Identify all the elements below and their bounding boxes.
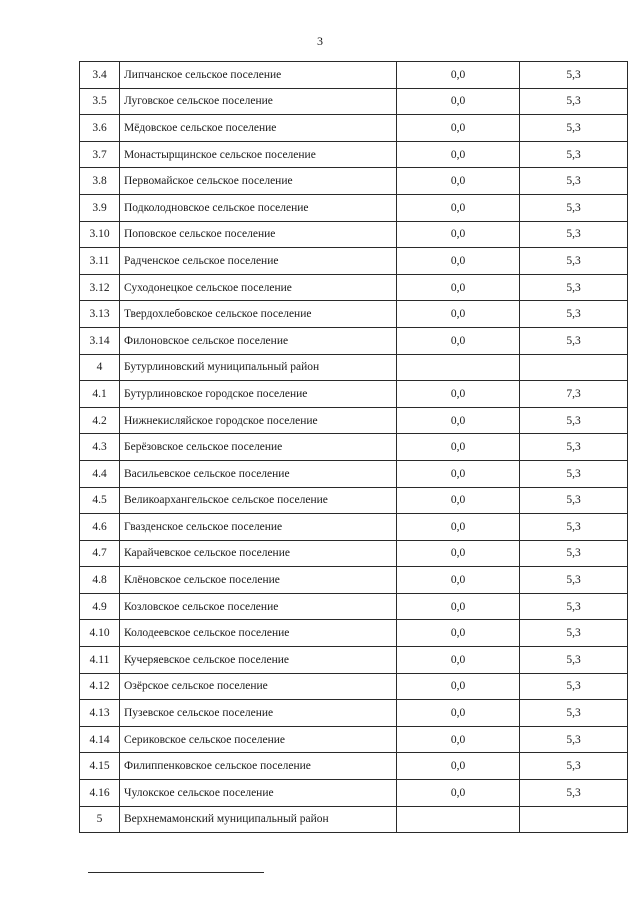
value-2-cell: 5,3: [520, 593, 628, 620]
value-1-cell: [397, 354, 520, 381]
table-row: [80, 141, 628, 168]
row-number-cell: 4.16: [80, 780, 120, 807]
row-number-cell: 4.1: [80, 381, 120, 408]
settlement-name-cell: Пузевское сельское поселение: [120, 700, 397, 727]
value-2-cell: 5,3: [520, 248, 628, 275]
value-1-cell: 0,0: [397, 567, 520, 594]
table-row: [80, 514, 628, 541]
table-row: [80, 221, 628, 248]
table-row: [80, 726, 628, 753]
row-number-cell: 4.12: [80, 673, 120, 700]
value-2-cell: 5,3: [520, 780, 628, 807]
value-2-cell: 5,3: [520, 407, 628, 434]
value-2-cell: 5,3: [520, 301, 628, 328]
value-1-cell: 0,0: [397, 274, 520, 301]
settlement-name-cell: Монастырщинское сельское поселение: [120, 141, 397, 168]
settlement-name-cell: Нижнекисляйское городское поселение: [120, 407, 397, 434]
value-1-cell: 0,0: [397, 248, 520, 275]
row-number-cell: 4.10: [80, 620, 120, 647]
settlement-name-cell: Сериковское сельское поселение: [120, 726, 397, 753]
value-2-cell: 5,3: [520, 168, 628, 195]
value-2-cell: 5,3: [520, 700, 628, 727]
row-number-cell: 3.4: [80, 62, 120, 89]
value-2-cell: 5,3: [520, 620, 628, 647]
table-row: [80, 620, 628, 647]
table-row: [80, 248, 628, 275]
table-row: [80, 194, 628, 221]
row-number-cell: 3.10: [80, 221, 120, 248]
value-1-cell: 0,0: [397, 62, 520, 89]
row-number-cell: 3.6: [80, 115, 120, 142]
settlement-name-cell: Карайчевское сельское поселение: [120, 540, 397, 567]
settlement-name-cell: Чулокское сельское поселение: [120, 780, 397, 807]
row-number-cell: 4.13: [80, 700, 120, 727]
settlement-name-cell: Верхнемамонский муниципальный район: [120, 806, 397, 833]
row-number-cell: 4.8: [80, 567, 120, 594]
table-body: [80, 62, 628, 833]
row-number-cell: 3.9: [80, 194, 120, 221]
row-number-cell: 4.6: [80, 514, 120, 541]
row-number-cell: 3.13: [80, 301, 120, 328]
value-1-cell: 0,0: [397, 753, 520, 780]
value-1-cell: 0,0: [397, 620, 520, 647]
settlements-table: [79, 61, 628, 833]
row-number-cell: 3.12: [80, 274, 120, 301]
row-number-cell: 3.8: [80, 168, 120, 195]
value-2-cell: 5,3: [520, 647, 628, 674]
value-2-cell: 5,3: [520, 221, 628, 248]
table-row: [80, 327, 628, 354]
settlement-name-cell: Озёрское сельское поселение: [120, 673, 397, 700]
row-number-cell: 4.15: [80, 753, 120, 780]
value-2-cell: 5,3: [520, 115, 628, 142]
table-row: [80, 115, 628, 142]
footer-rule: [88, 872, 264, 873]
settlement-name-cell: Липчанское сельское поселение: [120, 62, 397, 89]
settlement-name-cell: Берёзовское сельское поселение: [120, 434, 397, 461]
row-number-cell: 3.7: [80, 141, 120, 168]
value-1-cell: 0,0: [397, 647, 520, 674]
settlement-name-cell: Поповское сельское поселение: [120, 221, 397, 248]
value-2-cell: 5,3: [520, 567, 628, 594]
value-1-cell: 0,0: [397, 700, 520, 727]
value-1-cell: 0,0: [397, 381, 520, 408]
table-row: [80, 301, 628, 328]
settlement-name-cell: Козловское сельское поселение: [120, 593, 397, 620]
value-2-cell: [520, 354, 628, 381]
value-1-cell: 0,0: [397, 221, 520, 248]
settlement-name-cell: Подколодновское сельское поселение: [120, 194, 397, 221]
value-1-cell: 0,0: [397, 301, 520, 328]
table-row: [80, 806, 628, 833]
row-number-cell: 5: [80, 806, 120, 833]
settlement-name-cell: Бутурлиновское городское поселение: [120, 381, 397, 408]
value-2-cell: [520, 806, 628, 833]
table-row: [80, 168, 628, 195]
row-number-cell: 4.9: [80, 593, 120, 620]
row-number-cell: 4: [80, 354, 120, 381]
table-row: [80, 540, 628, 567]
value-1-cell: 0,0: [397, 460, 520, 487]
value-1-cell: 0,0: [397, 141, 520, 168]
value-2-cell: 5,3: [520, 460, 628, 487]
table-row: [80, 567, 628, 594]
value-2-cell: 5,3: [520, 274, 628, 301]
value-1-cell: 0,0: [397, 726, 520, 753]
table-row: [80, 700, 628, 727]
value-1-cell: 0,0: [397, 540, 520, 567]
value-1-cell: 0,0: [397, 514, 520, 541]
settlement-name-cell: Кучеряевское сельское поселение: [120, 647, 397, 674]
settlement-name-cell: Первомайское сельское поселение: [120, 168, 397, 195]
value-1-cell: 0,0: [397, 780, 520, 807]
value-2-cell: 5,3: [520, 327, 628, 354]
row-number-cell: 4.14: [80, 726, 120, 753]
table-row: [80, 354, 628, 381]
settlement-name-cell: Клёновское сельское поселение: [120, 567, 397, 594]
row-number-cell: 4.2: [80, 407, 120, 434]
row-number-cell: 3.5: [80, 88, 120, 115]
table-row: [80, 460, 628, 487]
table-row: [80, 434, 628, 461]
value-2-cell: 5,3: [520, 726, 628, 753]
row-number-cell: 4.3: [80, 434, 120, 461]
settlement-name-cell: Радченское сельское поселение: [120, 248, 397, 275]
value-2-cell: 5,3: [520, 434, 628, 461]
row-number-cell: 4.4: [80, 460, 120, 487]
table-row: [80, 62, 628, 89]
settlement-name-cell: Гвазденское сельское поселение: [120, 514, 397, 541]
table-row: [80, 673, 628, 700]
value-2-cell: 5,3: [520, 540, 628, 567]
page-number: 3: [317, 34, 323, 48]
table-row: [80, 274, 628, 301]
value-2-cell: 5,3: [520, 141, 628, 168]
row-number-cell: 4.11: [80, 647, 120, 674]
settlement-name-cell: Суходонецкое сельское поселение: [120, 274, 397, 301]
value-2-cell: 5,3: [520, 673, 628, 700]
table-row: [80, 753, 628, 780]
value-2-cell: 5,3: [520, 62, 628, 89]
settlement-name-cell: Твердохлебовское сельское поселение: [120, 301, 397, 328]
value-1-cell: 0,0: [397, 434, 520, 461]
table-row: [80, 381, 628, 408]
value-2-cell: 5,3: [520, 514, 628, 541]
value-1-cell: 0,0: [397, 327, 520, 354]
value-1-cell: 0,0: [397, 593, 520, 620]
table-row: [80, 593, 628, 620]
value-1-cell: 0,0: [397, 487, 520, 514]
value-2-cell: 5,3: [520, 753, 628, 780]
value-1-cell: 0,0: [397, 115, 520, 142]
value-1-cell: 0,0: [397, 673, 520, 700]
table-row: [80, 88, 628, 115]
value-2-cell: 5,3: [520, 88, 628, 115]
settlement-name-cell: Луговское сельское поселение: [120, 88, 397, 115]
value-1-cell: 0,0: [397, 194, 520, 221]
row-number-cell: 3.11: [80, 248, 120, 275]
settlement-name-cell: Бутурлиновский муниципальный район: [120, 354, 397, 381]
value-2-cell: 5,3: [520, 487, 628, 514]
row-number-cell: 3.14: [80, 327, 120, 354]
row-number-cell: 4.5: [80, 487, 120, 514]
row-number-cell: 4.7: [80, 540, 120, 567]
value-1-cell: 0,0: [397, 168, 520, 195]
settlement-name-cell: Васильевское сельское поселение: [120, 460, 397, 487]
value-2-cell: 7,3: [520, 381, 628, 408]
table-row: [80, 647, 628, 674]
value-2-cell: 5,3: [520, 194, 628, 221]
settlement-name-cell: Великоархангельское сельское поселение: [120, 487, 397, 514]
settlement-name-cell: Филиппенковское сельское поселение: [120, 753, 397, 780]
table-row: [80, 780, 628, 807]
value-1-cell: [397, 806, 520, 833]
settlement-name-cell: Филоновское сельское поселение: [120, 327, 397, 354]
table-row: [80, 407, 628, 434]
table-row: [80, 487, 628, 514]
settlement-name-cell: Колодеевское сельское поселение: [120, 620, 397, 647]
settlement-name-cell: Мёдовское сельское поселение: [120, 115, 397, 142]
value-1-cell: 0,0: [397, 88, 520, 115]
value-1-cell: 0,0: [397, 407, 520, 434]
